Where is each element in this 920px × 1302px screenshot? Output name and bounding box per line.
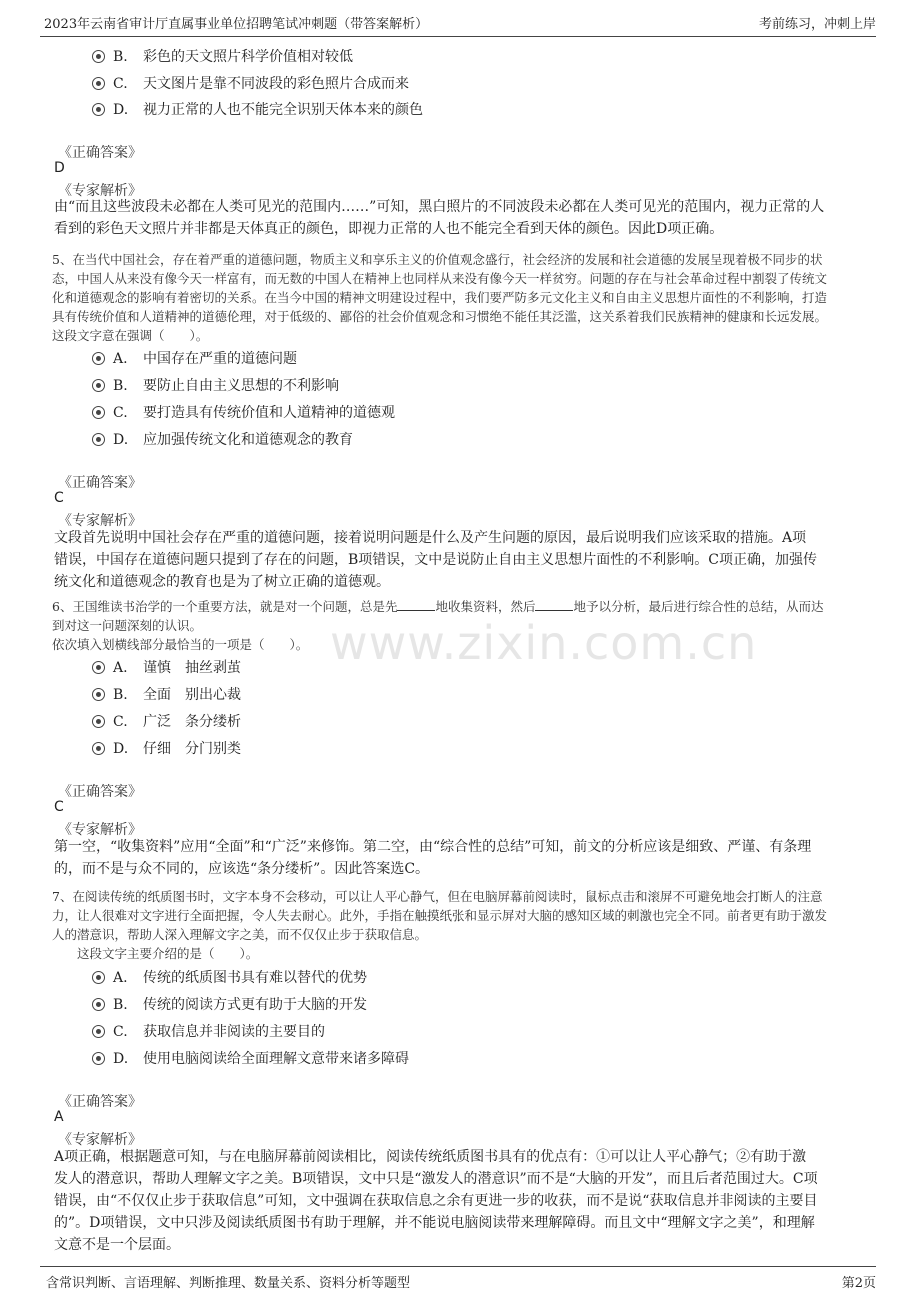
radio-icon[interactable] [92,742,105,755]
q7-analysis: A项正确，根据题意可知，与在电脑屏幕前阅读相比，阅读传统纸质图书具有的优点有：①可以让人平心静气；②有助于激 发人的潜意识，帮助人理解文字之美。B项错误，文中只是“激发人的潜意识”而不是“大脑的开发”，而且后者范围过大。C项 错误，由“不仅仅止步于获取信息”可知，文中强调在获取信息之余有更进一步的收获，而不是说“获取信息并非阅读的主要目 的”。D项错误，文中只涉及阅读纸质图书有助于理解，并不能说电脑阅读带来理解障碍。而且文中“理解文字之美”，和理解 文意不是一个层面。 [54,1149,818,1253]
q5-stem: 5、在当代中国社会，存在着严重的道德问题，物质主义和享乐主义的价值观念盛行，社会经济的发展和社会道德的发展呈现着极不同步的状 态，中国人从来没有像今天一样富有，而无数的中国人在精神上也同样从来没有像今天一样贫穷。问题的存在与社会革命过程中割裂了传统文 化和道德观念的影响有着密切的关系。在当今中国的精神文明建设过程中，我们要严防多元文化主义和自由主义思想片面性的不利影响，打造 具有传统价值和人道精神的道德伦理，对于低级的、鄙俗的社会价值观念和习惯绝不能任其泛滥，这关系着我们民族精神的健康和长远发展。 这段文字意在强调（ ）。 [52,252,828,343]
footer-topics: 含常识判断、言语理解、判断推理、数量关系、资料分析等题型 [46,1276,411,1291]
q6-option-c[interactable]: C. 广泛 条分缕析 [92,711,241,733]
q7-option-d[interactable]: D. 使用电脑阅读给全面理解文意带来诸多障碍 [92,1048,409,1070]
analysis-label: 《专家解析》 [58,183,142,199]
answer-label: 《正确答案》 [58,145,142,161]
radio-icon[interactable] [92,433,105,446]
q7-stem: 7、在阅读传统的纸质图书时，文字本身不会移动，可以让人平心静气，但在电脑屏幕前阅读时，鼠标点击和滚屏不可避免地会打断人的注意 力，让人很难对文字进行全面把握，令人失去耐心。此外，手指在触摸纸张和显示屏对大脑的感知区域的刺激也完全不同。前者更有助于激发 人的潜意识，帮助人深入理解文字之美，而不仅仅止步于获取信息。 这段文字主要介绍的是（ ）。 [52,889,828,961]
q7-option-b[interactable]: B. 传统的阅读方式更有助于大脑的开发 [92,994,367,1016]
page-footer [40,1266,876,1293]
page-header [40,10,876,37]
page-number: 第2页 [841,1276,876,1291]
document-title: 2023年云南省审计厅直属事业单位招聘笔试冲刺题（带答案解析） [44,17,429,32]
q4-option-c[interactable]: C. 天文图片是靠不同波段的彩色照片合成而来 [92,73,409,95]
radio-icon[interactable] [92,1025,105,1038]
radio-icon[interactable] [92,998,105,1011]
q4-answer: D [54,160,65,176]
fill-blank-2 [535,598,573,611]
radio-icon[interactable] [92,50,105,63]
fill-blank-1 [397,598,435,611]
q4-analysis: 由“而且这些波段未必都在人类可见光的范围内……”可知，黑白照片的不同波段未必都在人类可见光的范围内，视力正常的人 看到的彩色天文照片并非都是天体真正的颜色，即视力正常的人也不能完全看到天体的颜色。因此D项正确。 [54,199,825,237]
watermark: www.zixin.com.cn [330,616,758,670]
radio-icon[interactable] [92,715,105,728]
q6-stem: 6、王国维读书治学的一个重要方法，就是对一个问题，总是先 地收集资料，然后 地予以分析，最后进行综合性的总结，从而达 到对这一问题深刻的认识。 依次填入划横线部分最恰当的一项是（ ）。 [52,599,824,652]
q6-answer: C [54,799,64,815]
q5-analysis: 文段首先说明中国社会存在严重的道德问题，接着说明问题是什么及产生问题的原因，最后说明我们应该采取的措施。A项 错误，中国存在道德问题只提到了存在的问题，B项错误，文中是说防止自由主义思想片面性的不利影响。C项正确，加强传 统文化和道德观念的教育也是为了树立正确的道德观。 [54,530,817,590]
analysis-label: 《专家解析》 [58,822,142,838]
q5-option-d[interactable]: D. 应加强传统文化和道德观念的教育 [92,429,353,451]
radio-icon[interactable] [92,406,105,419]
q6-option-b[interactable]: B. 全面 别出心裁 [92,684,241,706]
q6-option-d[interactable]: D. 仔细 分门别类 [92,738,241,760]
answer-label: 《正确答案》 [58,475,142,491]
radio-icon[interactable] [92,77,105,90]
radio-icon[interactable] [92,103,105,116]
q7-answer: A [54,1109,64,1125]
radio-icon[interactable] [92,379,105,392]
analysis-label: 《专家解析》 [58,513,142,529]
q4-option-b[interactable]: B. 彩色的天文照片科学价值相对较低 [92,46,353,68]
analysis-label: 《专家解析》 [58,1132,142,1148]
q4-option-d[interactable]: D. 视力正常的人也不能完全识别天体本来的颜色 [92,99,423,121]
answer-label: 《正确答案》 [58,1094,142,1110]
answer-label: 《正确答案》 [58,784,142,800]
radio-icon[interactable] [92,688,105,701]
header-slogan: 考前练习，冲刺上岸 [758,17,876,32]
radio-icon[interactable] [92,352,105,365]
q5-answer: C [54,490,64,506]
radio-icon[interactable] [92,1052,105,1065]
q5-option-b[interactable]: B. 要防止自由主义思想的不利影响 [92,375,339,397]
q5-option-a[interactable]: A. 中国存在严重的道德问题 [92,348,297,370]
q7-option-a[interactable]: A. 传统的纸质图书具有难以替代的优势 [92,967,367,989]
radio-icon[interactable] [92,971,105,984]
q5-option-c[interactable]: C. 要打造具有传统价值和人道精神的道德观 [92,402,395,424]
q7-option-c[interactable]: C. 获取信息并非阅读的主要目的 [92,1021,325,1043]
q6-option-a[interactable]: A. 谨慎 抽丝剥茧 [92,657,241,679]
q6-analysis: 第一空，“收集资料”应用“全面”和“广泛”来修饰。第二空，由“综合性的总结”可知，前文的分析应该是细致、严谨、有条理 的，而不是与众不同的，应该选“条分缕析”。因此答案选C。 [54,839,812,877]
radio-icon[interactable] [92,661,105,674]
